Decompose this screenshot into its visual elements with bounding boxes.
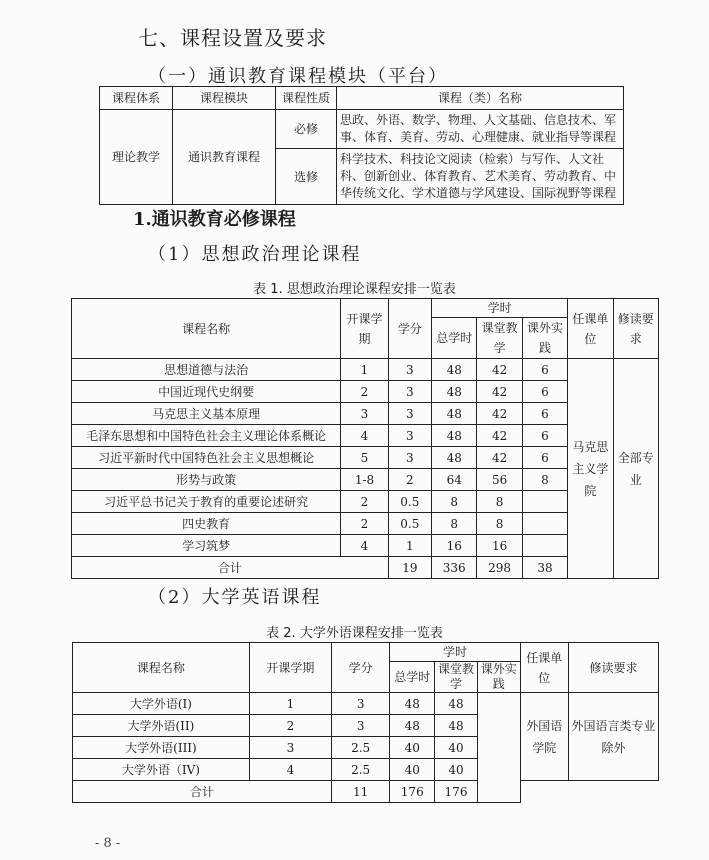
subsection-heading: （一）通识教育课程模块（平台） [148,66,448,87]
term: 1 [249,693,331,715]
header-requirement: 修读要求 [613,299,658,359]
term: 3 [341,403,388,425]
class-hours: 48 [435,693,478,715]
course-name: 大学外语（IV) [73,759,250,781]
header-cell: 课程体系 [100,87,173,110]
nature-cell: 选修 [276,149,337,205]
header-course-name: 课程名称 [72,299,341,359]
credit: 0.5 [388,513,431,535]
header-requirement: 修读要求 [569,643,659,693]
course-name: 大学外语(II) [73,715,250,737]
term: 3 [249,737,331,759]
header-credit: 学分 [388,299,431,359]
english-courses-table [72,642,659,803]
course-name: 习近平总书记关于教育的重要论述研究 [72,491,341,513]
class-hours: 42 [477,359,522,381]
nature-cell: 必修 [276,110,337,149]
total-practice-hours: 38 [522,557,567,579]
term: 2 [341,513,388,535]
module-table [99,86,624,205]
total-credit: 11 [331,781,389,803]
table-row [72,359,659,381]
term: 5 [341,447,388,469]
course-name: 中国近现代史纲要 [72,381,341,403]
course-names-cell: 科学技术、科技论文阅读（检索）与写作、人文社科、创新创业、体育教育、艺术美育、劳动教育、中华传统文化、学术道德与学风建设、国际视野等课程 [337,149,624,205]
teaching-unit: 外国语学院 [520,693,569,781]
page-number: - 8 - [95,836,121,851]
credit: 3 [388,403,431,425]
total-label: 合计 [73,781,332,803]
teaching-unit: 马克思主义学院 [568,359,613,579]
header-term: 开课学期 [341,299,388,359]
total-row [73,781,659,803]
section-heading: 七、课程设置及要求 [138,26,327,50]
total-hours: 48 [432,425,477,447]
total-hours: 16 [432,535,477,557]
header-cell: 课程模块 [173,87,276,110]
term: 2 [341,381,388,403]
header-hours: 学时 [390,643,520,662]
practice-hours: 6 [522,425,567,447]
total-hours: 40 [390,759,435,781]
class-hours: 8 [477,491,522,513]
table2-caption: 表 2. 大学外语课程安排一览表 [266,626,443,641]
table-header-row [100,87,624,110]
class-hours: 56 [477,469,522,491]
credit: 1 [388,535,431,557]
practice-hours [522,513,567,535]
total-hours: 40 [390,737,435,759]
heading-english: （2）大学英语课程 [148,587,322,608]
total-hours: 48 [432,403,477,425]
credit: 3 [388,359,431,381]
module-cell: 通识教育课程 [173,110,276,205]
class-hours: 16 [477,535,522,557]
course-name: 大学外语(III) [73,737,250,759]
practice-hours: 6 [522,447,567,469]
course-name: 四史教育 [72,513,341,535]
table1-caption: 表 1. 思想政治理论课程安排一览表 [253,282,456,297]
total-hours: 176 [390,781,435,803]
total-hours: 48 [432,381,477,403]
header-practice-hours: 课外实践 [477,662,520,693]
total-hours: 336 [432,557,477,579]
class-hours: 40 [435,737,478,759]
credit: 3 [388,447,431,469]
total-class-hours: 176 [435,781,478,803]
term: 2 [249,715,331,737]
header-class-hours: 课堂教学 [477,318,522,359]
term: 2 [341,491,388,513]
class-hours: 42 [477,381,522,403]
course-name: 马克思主义基本原理 [72,403,341,425]
heading-political-theory: （1）思想政治理论课程 [148,244,362,265]
term: 4 [341,425,388,447]
class-hours: 42 [477,447,522,469]
practice-hours: 6 [522,381,567,403]
course-name: 学习筑梦 [72,535,341,557]
total-hours: 8 [432,491,477,513]
practice-hours [522,535,567,557]
total-label: 合计 [72,557,389,579]
total-credit: 19 [388,557,431,579]
class-hours: 48 [435,715,478,737]
class-hours: 42 [477,403,522,425]
course-names-cell: 思政、外语、数学、物理、人文基础、信息技术、军事、体育、美育、劳动、心理健康、就业指导等课程 [337,110,624,149]
header-credit: 学分 [331,643,389,693]
credit: 2.5 [331,737,389,759]
total-class-hours: 298 [477,557,522,579]
class-hours: 42 [477,425,522,447]
header-unit: 任课单位 [568,299,613,359]
total-hours: 48 [432,447,477,469]
political-courses-table [71,298,659,579]
practice-hours [477,693,520,803]
practice-hours [522,491,567,513]
requirement: 外国语言类专业除外 [569,693,659,781]
practice-hours: 6 [522,403,567,425]
course-name: 习近平新时代中国特色社会主义思想概论 [72,447,341,469]
table-row [100,110,624,149]
credit: 0.5 [388,491,431,513]
course-name: 形势与政策 [72,469,341,491]
heading-required-courses: 1.通识教育必修课程 [133,209,296,230]
total-hours: 48 [390,715,435,737]
credit: 2.5 [331,759,389,781]
total-hours: 8 [432,513,477,535]
header-practice-hours: 课外实践 [522,318,567,359]
header-hours: 学时 [432,299,568,318]
class-hours: 40 [435,759,478,781]
class-hours: 8 [477,513,522,535]
header-class-hours: 课堂教学 [435,662,478,693]
header-cell: 课程（类）名称 [337,87,624,110]
header-total-hours: 总学时 [432,318,477,359]
course-name: 思想道德与法治 [72,359,341,381]
term: 1-8 [341,469,388,491]
header-cell: 课程性质 [276,87,337,110]
header-unit: 任课单位 [520,643,569,693]
term: 1 [341,359,388,381]
table-row [73,693,659,715]
header-total-hours: 总学时 [390,662,435,693]
credit: 2 [388,469,431,491]
system-cell: 理论教学 [100,110,173,205]
practice-hours: 6 [522,359,567,381]
course-name: 毛泽东思想和中国特色社会主义理论体系概论 [72,425,341,447]
total-hours: 48 [390,693,435,715]
practice-hours: 8 [522,469,567,491]
credit: 3 [388,381,431,403]
term: 4 [249,759,331,781]
credit: 3 [388,425,431,447]
total-hours: 48 [432,359,477,381]
course-name: 大学外语(I) [73,693,250,715]
header-term: 开课学期 [249,643,331,693]
total-hours: 64 [432,469,477,491]
header-course-name: 课程名称 [73,643,250,693]
requirement: 全部专业 [613,359,658,579]
term: 4 [341,535,388,557]
credit: 3 [331,693,389,715]
credit: 3 [331,715,389,737]
